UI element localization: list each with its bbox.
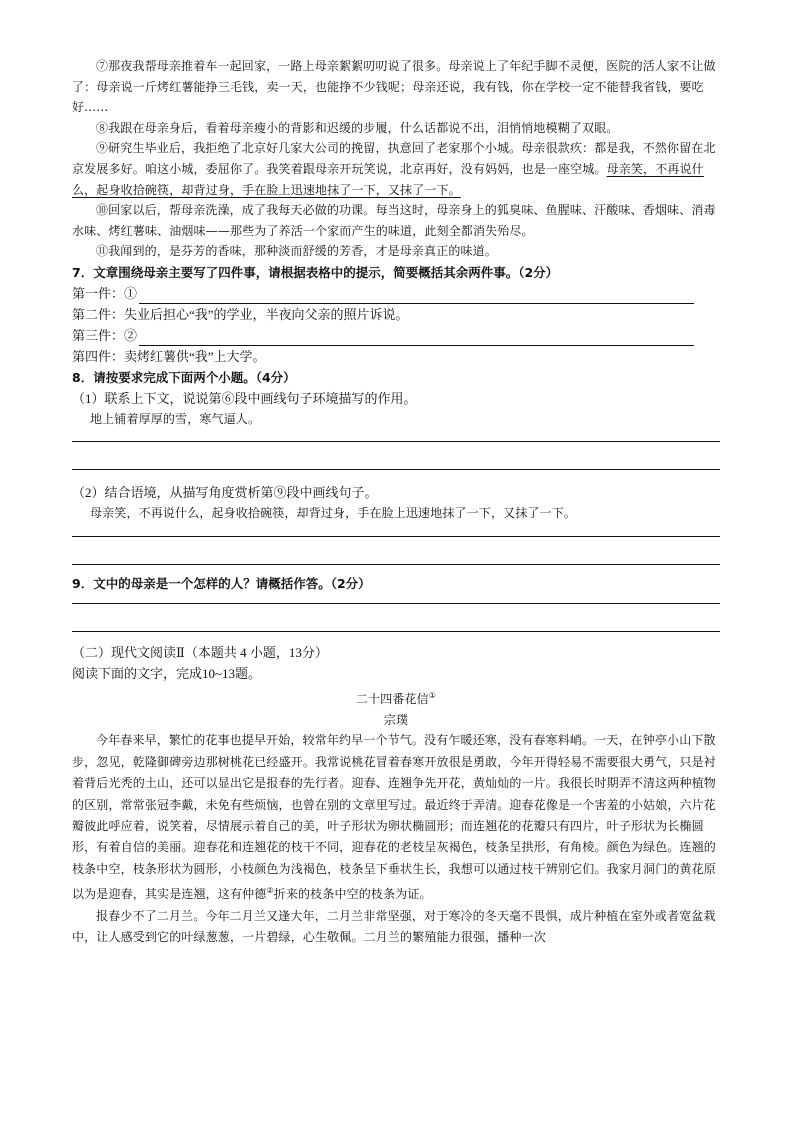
passage-para-9-text: ⑨研究生毕业后，我拒绝了北京好几家大公司的挽留，执意回了老家那个小城。母亲很款疚：都是我，不然你留在北京发展多好。咱这小城，委屈你了。我笑着跟母亲开玩笑说，北京再好，没有妈妈，也是一座空城。 bbox=[72, 141, 716, 176]
question-9-title: 9．文中的母亲是一个怎样的人？请概括作答。（2分） bbox=[72, 576, 371, 592]
article-para-2: 报春少不了二月兰。今年二月兰又逢大年，二月兰非常坚强，对于寒冷的冬天毫不畏惧，成片种植在室外或者宽盆栽中，让人感受到它的叶绿葱葱，一片碧绿，心生敬佩。二月兰的繁殖能力很强，播种一次 bbox=[72, 908, 716, 944]
section-2-heading: （二）现代文阅读Ⅱ（本题共 4 小题，13分） bbox=[72, 645, 328, 661]
article-para-1-text: 今年春来早，繁忙的花事也提早开始，较常年约早一个节气。没有乍暖还寒，没有春寒料峭。一天，在钟亭小山下散步，忽见，乾隆御碑旁边那树桃花已经盛开。我常说桃花冒着春寒开放很是勇敢，今年开得轻易不需要很大勇气，只是衬着背后光秃的土山，还可以显出它是报春的先行者。迎春、连翘争先开花，黄灿灿的一片。我很长时期弄不清这两种植物的区别，常常张冠李戴，未免有些烦恼，也曾在别的文章里写过。最近终于弄清。迎春花像是一个害羞的小姑娘，六片花瓣彼此呼应着，说笑着，尽情展示着自己的美，叶子形状为卵状椭圆形；而连翘花的花瓣只有四片，叶子形状为长椭圆形，有着自信的美丽。迎春花和连翘花的枝干不同，迎春花的老枝呈灰褐色，枝条呈拱形，有角棱。颜色为绿色。连翘的枝条中空，枝条形状为圆形，小枝颜色为浅褐色，枝条呈下垂状生长，我想可以通过枝干辨别它们。我家月洞门的黄花原以为是迎春，其实是连翘，这有仲德 bbox=[72, 733, 716, 902]
question-8-title: 8．请按要求完成下面两个小题。（4分） bbox=[72, 369, 296, 385]
exam-page bbox=[72, 56, 720, 948]
question-7-item-2: 第二件：失业后担心“我”的学业，半夜向父亲的照片诉说。 bbox=[72, 306, 409, 322]
question-8-sub-2-quote: 母亲笑，不再说什么，起身收拾碗筷，却背过身，手在脸上迅速地抹了一下，又抹了一下。 bbox=[90, 505, 577, 520]
article-author: 宗璞 bbox=[383, 712, 409, 727]
question-7-item-3 bbox=[72, 325, 720, 346]
question-8-sub-2: （2）结合语境，从描写角度赏析第⑨段中画线句子。 bbox=[72, 484, 378, 500]
passage-para-8: ⑧我跟在母亲身后，看着母亲瘦小的背影和迟缓的步履，什么话都说不出，泪悄悄地模糊了双眼。 bbox=[96, 120, 619, 135]
question-7-item-1 bbox=[72, 283, 720, 304]
question-7-item-3-label: 第三件：② bbox=[72, 327, 138, 343]
question-8-sub-1: （1）联系上下文，说说第⑥段中画线句子环境描写的作用。 bbox=[72, 390, 417, 406]
passage-para-7: ⑦那夜我帮母亲推着车一起回家，一路上母亲絮絮叨叨说了很多。母亲说上了年纪手脚不灵便，医院的活人家不让做了：母亲说一斤烤红薯能挣三毛钱，卖一天，也能挣不少钱呢；母亲还说，我有钱，你在学校一定不能替我省钱，要吃好…… bbox=[72, 59, 716, 115]
article-title bbox=[72, 686, 720, 710]
answer-blank-2[interactable] bbox=[139, 330, 694, 346]
passage-para-10: ⑩回家以后，帮母亲洗澡，成了我每天必做的功课。每当这时，母亲身上的狐臭味、鱼腥味、汗酸味、香烟味、消毒水味、烤红薯味、油烟味——那些为了养活一个家而产生的味道，此刻全都消失殆尽。 bbox=[72, 203, 716, 238]
question-7-item-4: 第四件：卖烤红薯供“我”上大学。 bbox=[72, 348, 266, 364]
question-7-item-1-label: 第一件：① bbox=[72, 285, 138, 301]
question-8-sub-1-quote: 地上铺着厚厚的雪，寒气逼人。 bbox=[90, 411, 261, 426]
article-title-text: 二十四番花信 bbox=[355, 692, 429, 707]
footnote-mark: ② bbox=[266, 886, 274, 896]
article-para-1-tail: 折来的枝条中空的枝条为证。 bbox=[273, 887, 432, 902]
underlined-sentence: 母亲笑，不再说什么，起身收拾碗筷，却背过身，手在脸上迅速地抹了一下，又抹了一下。 bbox=[72, 161, 704, 197]
passage-para-9 bbox=[72, 138, 720, 200]
passage-para-11: ⑪我闻到的，是芬芳的香味，那种淡而舒缓的芳香，才是母亲真正的味道。 bbox=[96, 244, 497, 259]
question-7-title: 7．文章围绕母亲主要写了四件事，请根据表格中的提示，简要概括其余两件事。（2分） bbox=[72, 264, 559, 280]
footnote-mark: ① bbox=[428, 691, 437, 701]
section-2-instruction: 阅读下面的文字，完成10~13题。 bbox=[72, 666, 262, 682]
article-para-1 bbox=[72, 730, 720, 905]
answer-blank-1[interactable] bbox=[139, 288, 694, 304]
